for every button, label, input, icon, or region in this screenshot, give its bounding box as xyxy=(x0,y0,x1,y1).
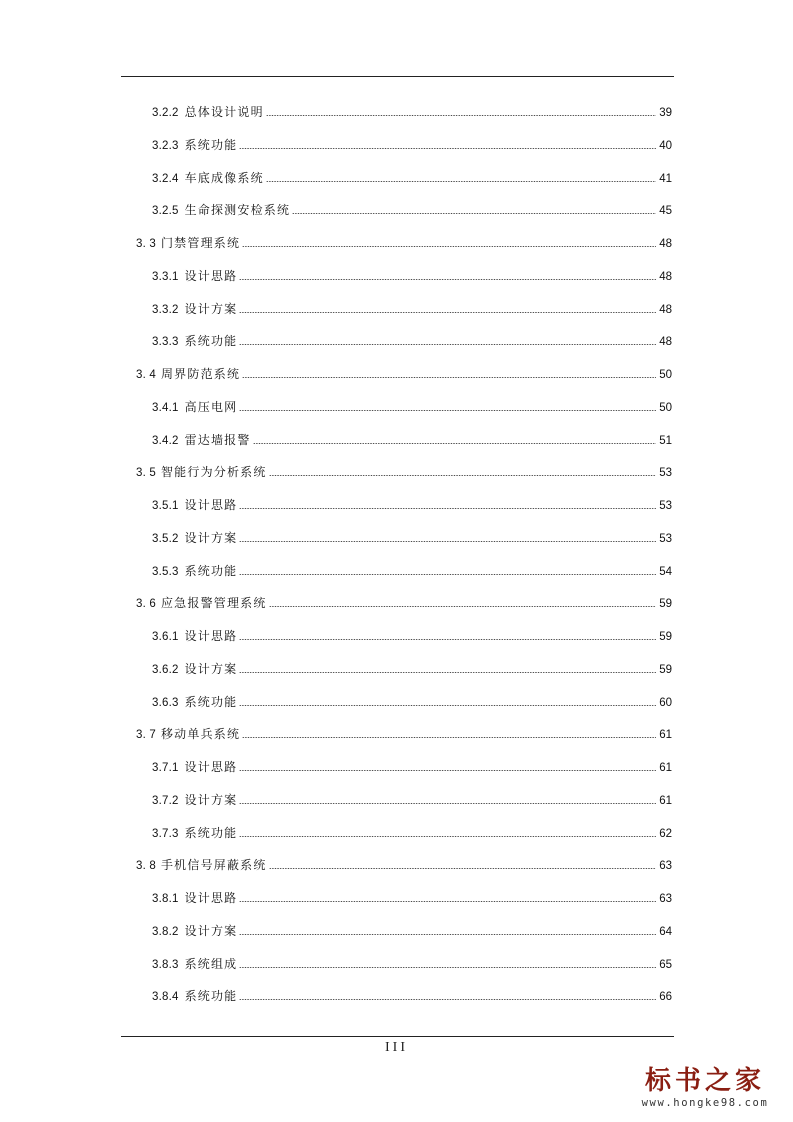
toc-entry-title: 应急报警管理系统 xyxy=(160,596,267,611)
toc-entry-page: 48 xyxy=(659,336,672,349)
toc-entry[interactable] xyxy=(136,234,672,252)
toc-dot-leader xyxy=(253,443,656,444)
toc-entry-title: 高压电网 xyxy=(184,399,238,414)
toc-entry[interactable] xyxy=(152,136,672,154)
toc-entry[interactable] xyxy=(152,627,672,645)
toc-entry[interactable] xyxy=(136,463,672,481)
toc-entry[interactable] xyxy=(152,889,672,907)
toc-entry[interactable] xyxy=(152,758,672,776)
toc-entry-title: 车底成像系统 xyxy=(184,170,264,185)
toc-entry-page: 39 xyxy=(659,107,672,119)
toc-entry-title: 设计思路 xyxy=(184,629,238,643)
toc-entry[interactable] xyxy=(152,103,672,121)
toc-entry-page: 53 xyxy=(659,500,672,512)
toc-entry[interactable] xyxy=(152,562,672,580)
toc-entry-title: 设计方案 xyxy=(184,530,238,545)
toc-dot-leader xyxy=(242,737,656,738)
toc-entry[interactable] xyxy=(136,365,672,383)
toc-dot-leader xyxy=(239,344,656,345)
toc-entry[interactable] xyxy=(152,398,672,416)
toc-entry-title: 设计方案 xyxy=(184,792,238,807)
toc-entry-number: 3.2.4 xyxy=(152,172,179,185)
toc-entry-number: 3.7.1 xyxy=(152,762,179,774)
toc-dot-leader xyxy=(242,377,656,378)
toc-entry-page: 45 xyxy=(659,205,672,218)
toc-entry-page: 60 xyxy=(659,696,672,709)
toc-entry-number: 3.3.1 xyxy=(152,270,179,283)
toc-dot-leader xyxy=(239,508,656,509)
toc-dot-leader xyxy=(239,279,656,280)
toc-entry-page: 50 xyxy=(659,401,672,414)
toc-entry-title: 周界防范系统 xyxy=(160,367,241,381)
toc-entry-number: 3.6.2 xyxy=(152,663,179,676)
toc-entry[interactable] xyxy=(136,856,672,874)
toc-entry-page: 51 xyxy=(659,434,672,447)
toc-entry-title: 设计思路 xyxy=(184,760,238,774)
toc-entry-number: 3.3.3 xyxy=(152,336,179,349)
toc-dot-leader xyxy=(269,475,656,476)
toc-dot-leader xyxy=(239,705,656,706)
toc-dot-leader xyxy=(239,410,656,411)
toc-entry[interactable] xyxy=(136,594,672,612)
toc-entry[interactable] xyxy=(152,955,672,973)
toc-entry-number: 3. 7 xyxy=(136,729,156,742)
toc-entry-number: 3.2.3 xyxy=(152,139,179,152)
toc-entry-title: 系统功能 xyxy=(184,563,238,578)
toc-entry-title: 系统功能 xyxy=(184,137,238,152)
toc-entry-page: 53 xyxy=(659,532,672,545)
toc-dot-leader xyxy=(239,639,656,640)
toc-dot-leader xyxy=(292,213,656,214)
toc-entry-number: 3.4.2 xyxy=(152,434,179,447)
toc-dot-leader xyxy=(269,606,656,607)
toc-entry[interactable] xyxy=(152,922,672,940)
toc-entry-page: 53 xyxy=(659,467,672,480)
toc-entry-number: 3.7.2 xyxy=(152,794,179,807)
toc-entry-number: 3.6.3 xyxy=(152,696,179,709)
toc-entry-page: 48 xyxy=(659,303,672,316)
toc-entry-page: 41 xyxy=(659,172,672,185)
toc-entry[interactable] xyxy=(136,725,672,743)
toc-entry-title: 门禁管理系统 xyxy=(160,236,241,250)
toc-entry-page: 59 xyxy=(659,663,672,676)
toc-entry-page: 59 xyxy=(659,598,672,611)
toc-entry-page: 64 xyxy=(659,925,672,938)
toc-entry-title: 设计思路 xyxy=(184,498,238,512)
toc-entry[interactable] xyxy=(152,332,672,350)
toc-entry-number: 3.2.5 xyxy=(152,205,179,218)
toc-entry-number: 3. 6 xyxy=(136,598,156,611)
toc-entry-page: 54 xyxy=(659,565,672,578)
toc-dot-leader xyxy=(269,868,656,869)
toc-dot-leader xyxy=(239,770,656,771)
toc-entry-page: 59 xyxy=(659,631,672,643)
toc-entry[interactable] xyxy=(152,660,672,678)
toc-entry[interactable] xyxy=(152,791,672,809)
toc-entry-title: 系统功能 xyxy=(184,825,238,840)
watermark-url: www.hongke98.com xyxy=(641,1097,769,1109)
toc-dot-leader xyxy=(239,672,656,673)
toc-entry-number: 3.3.2 xyxy=(152,303,179,316)
toc-dot-leader xyxy=(242,246,656,247)
toc-entry-title: 设计思路 xyxy=(184,891,238,905)
toc-entry-title: 生命探测安检系统 xyxy=(184,203,291,218)
toc-entry-number: 3. 8 xyxy=(136,860,156,873)
toc-entry[interactable] xyxy=(152,824,672,842)
toc-entry-page: 61 xyxy=(659,794,672,807)
toc-entry-number: 3.8.1 xyxy=(152,893,179,905)
toc-entry-page: 50 xyxy=(659,369,672,381)
toc-entry[interactable] xyxy=(152,693,672,711)
toc-entry[interactable] xyxy=(152,529,672,547)
toc-dot-leader xyxy=(266,115,656,116)
toc-entry-page: 48 xyxy=(659,270,672,283)
toc-dot-leader xyxy=(239,312,656,313)
toc-entry-number: 3.7.3 xyxy=(152,827,179,840)
toc-dot-leader xyxy=(239,803,656,804)
toc-dot-leader xyxy=(239,836,656,837)
toc-entry[interactable] xyxy=(152,431,672,449)
toc-entry-title: 移动单兵系统 xyxy=(160,727,241,742)
toc-entry-number: 3. 5 xyxy=(136,467,156,480)
toc-entry-number: 3.5.2 xyxy=(152,532,179,545)
watermark-logo xyxy=(625,1066,785,1110)
toc-dot-leader xyxy=(239,967,656,968)
toc-entry-page: 66 xyxy=(659,991,672,1004)
toc-entry-title: 设计方案 xyxy=(184,923,238,938)
toc-entry[interactable] xyxy=(152,987,672,1005)
toc-entry-page: 65 xyxy=(659,958,672,971)
watermark-name: 标书之家 xyxy=(644,1066,765,1096)
toc-entry-number: 3.5.1 xyxy=(152,500,179,512)
toc-entry-title: 系统功能 xyxy=(184,989,238,1004)
toc-entry-title: 总体设计说明 xyxy=(184,105,264,119)
toc-entry-title: 系统组成 xyxy=(184,956,238,971)
toc-dot-leader xyxy=(239,934,656,935)
toc-entry-title: 系统功能 xyxy=(184,694,238,709)
toc-entry-page: 63 xyxy=(659,860,672,873)
toc-entry-title: 智能行为分析系统 xyxy=(160,465,267,480)
toc-entry-number: 3.5.3 xyxy=(152,565,179,578)
toc-entry[interactable] xyxy=(152,267,672,285)
toc-entry-page: 61 xyxy=(659,762,672,774)
toc-dot-leader xyxy=(239,901,656,902)
toc-entry[interactable] xyxy=(152,300,672,318)
toc-entry-title: 设计思路 xyxy=(184,268,238,283)
page-number: III xyxy=(385,1040,408,1055)
toc-dot-leader xyxy=(266,181,656,182)
toc-entry-number: 3. 4 xyxy=(136,369,156,381)
toc-entry-page: 62 xyxy=(659,827,672,840)
toc-entry-title: 手机信号屏蔽系统 xyxy=(160,858,267,873)
toc-entry-page: 40 xyxy=(659,139,672,152)
toc-entry[interactable] xyxy=(152,201,672,219)
toc-entry-number: 3.4.1 xyxy=(152,401,179,414)
toc-dot-leader xyxy=(239,574,656,575)
toc-entry-number: 3. 3 xyxy=(136,238,156,250)
toc-entry-page: 63 xyxy=(659,893,672,905)
toc-dot-leader xyxy=(239,541,656,542)
toc-entry[interactable] xyxy=(152,169,672,187)
toc-dot-leader xyxy=(239,999,656,1000)
toc-entry[interactable] xyxy=(152,496,672,514)
toc-entry-number: 3.6.1 xyxy=(152,631,179,643)
footer-rule xyxy=(121,1036,674,1037)
toc-entry-title: 设计方案 xyxy=(184,661,238,676)
toc-entry-number: 3.8.3 xyxy=(152,958,179,971)
toc-dot-leader xyxy=(239,148,656,149)
toc-entry-title: 雷达墙报警 xyxy=(184,432,251,447)
toc-entry-number: 3.8.4 xyxy=(152,991,179,1004)
toc-entry-title: 系统功能 xyxy=(184,334,238,349)
toc-entry-number: 3.2.2 xyxy=(152,107,179,119)
toc-entry-page: 61 xyxy=(659,729,672,742)
toc-entry-page: 48 xyxy=(659,238,672,250)
toc-entry-number: 3.8.2 xyxy=(152,925,179,938)
toc-entry-title: 设计方案 xyxy=(184,301,238,316)
